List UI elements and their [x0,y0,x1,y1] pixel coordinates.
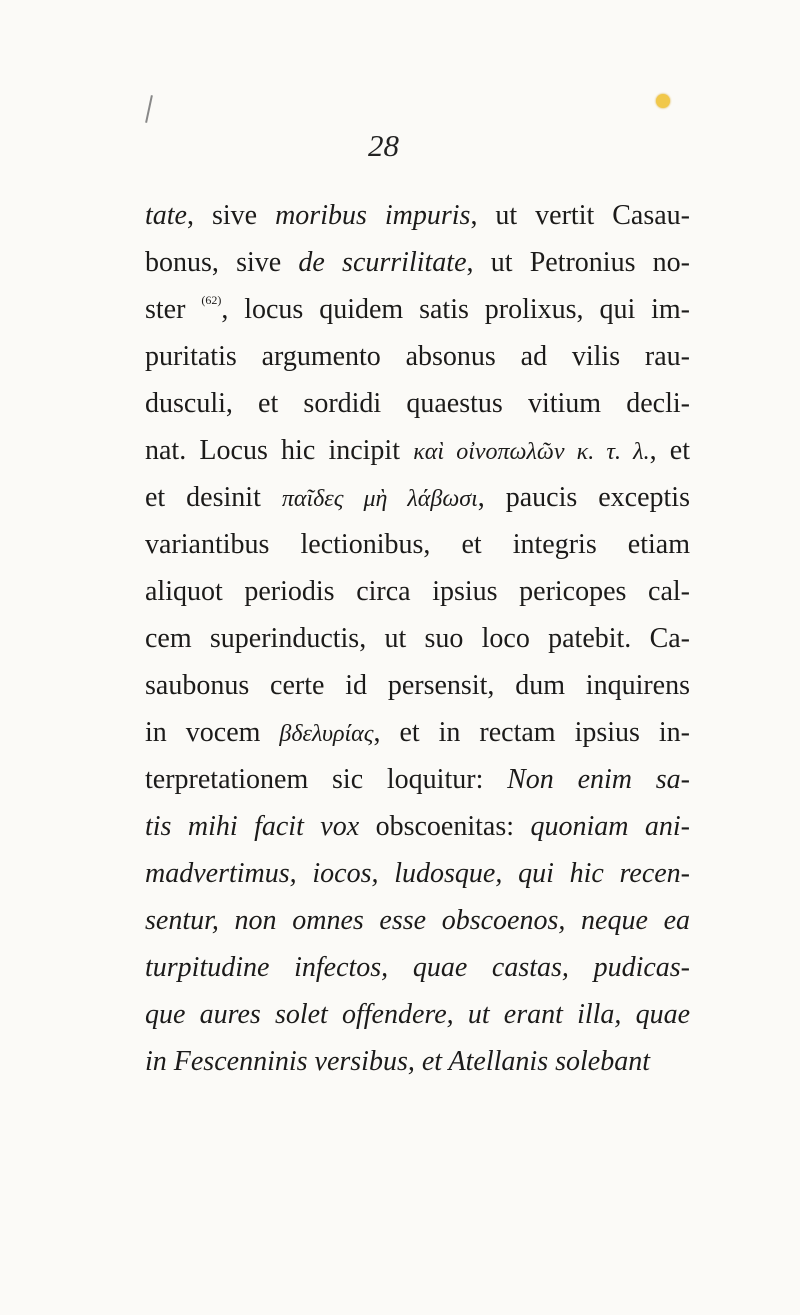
text-segment: quoniam ani- [530,811,691,842]
text-segment: nat. Locus hic incipit [145,435,414,466]
text-line [145,333,690,380]
text-segment: , et [649,435,691,466]
text-segment: , ut Petronius no- [466,247,691,278]
text-segment: cem superinductis, ut suo loco patebit. Ca- [145,623,690,654]
text-segment: puritatis argumento absonus ad vilis rau- [145,341,690,372]
pencil-mark [145,95,153,123]
text-segment: , locus quidem satis prolixus, qui im- [221,294,690,325]
text-segment: Non enim sa- [507,764,690,795]
text-segment: tate [145,200,187,231]
text-line [145,192,690,239]
text-segment: ster [145,294,202,325]
page-number: 28 [368,128,399,163]
text-line [145,427,690,474]
text-segment: in Fescenninis versibus, et Atellanis solebant [145,1046,650,1077]
text-segment: terpretationem sic loquitur: [145,764,508,795]
text-segment: , paucis exceptis [477,482,690,513]
text-segment: saubonus certe id persensit, dum inquirens [145,670,690,701]
body-text [145,192,690,1085]
text-segment: moribus impuris [275,200,471,231]
text-line [145,944,690,991]
text-line [145,991,690,1038]
text-line [145,568,690,615]
text-line [145,615,690,662]
text-segment: obscoenitas: [375,811,531,842]
text-line [145,709,690,756]
text-segment: sentur, non omnes esse obscoenos, neque ea [145,905,690,936]
text-line [145,474,690,521]
text-segment: in vocem [145,717,280,748]
text-segment: que aures solet offendere, ut erant illa, quae [145,999,690,1030]
greek-phrase: παῖδες μὴ λάβωσι [281,486,478,512]
stain-dot [656,94,670,108]
text-line [145,850,690,897]
text-line [145,286,690,333]
text-line [145,897,690,944]
text-line [145,662,690,709]
footnote-ref: (62) [201,293,222,307]
text-segment: , sive [187,200,276,231]
text-line [145,380,690,427]
text-segment: variantibus lectionibus, et integris etiam [145,529,690,560]
text-segment: bonus, sive [145,247,299,278]
text-segment: et desinit [145,482,282,513]
greek-phrase: βδελυρίας [279,721,374,747]
text-segment: , ut vertit Casau- [470,200,691,231]
text-line [145,803,690,850]
text-segment: turpitudine infectos, quae castas, pudicas- [145,952,690,983]
text-segment: , et in rectam ipsius in- [373,717,691,748]
text-line [145,521,690,568]
greek-phrase: καὶ οἰνοπωλῶν κ. τ. λ. [413,439,650,465]
text-segment: madvertimus, iocos, ludosque, qui hic recen- [145,858,690,889]
text-segment: de scurrilitate [298,247,467,278]
text-line [145,239,690,286]
text-segment: tis mihi facit vox [145,811,376,842]
text-line [145,1038,690,1085]
text-line [145,756,690,803]
text-segment: dusculi, et sordidi quaestus vitium decli- [145,388,690,419]
text-segment: aliquot periodis circa ipsius pericopes cal- [145,576,690,607]
